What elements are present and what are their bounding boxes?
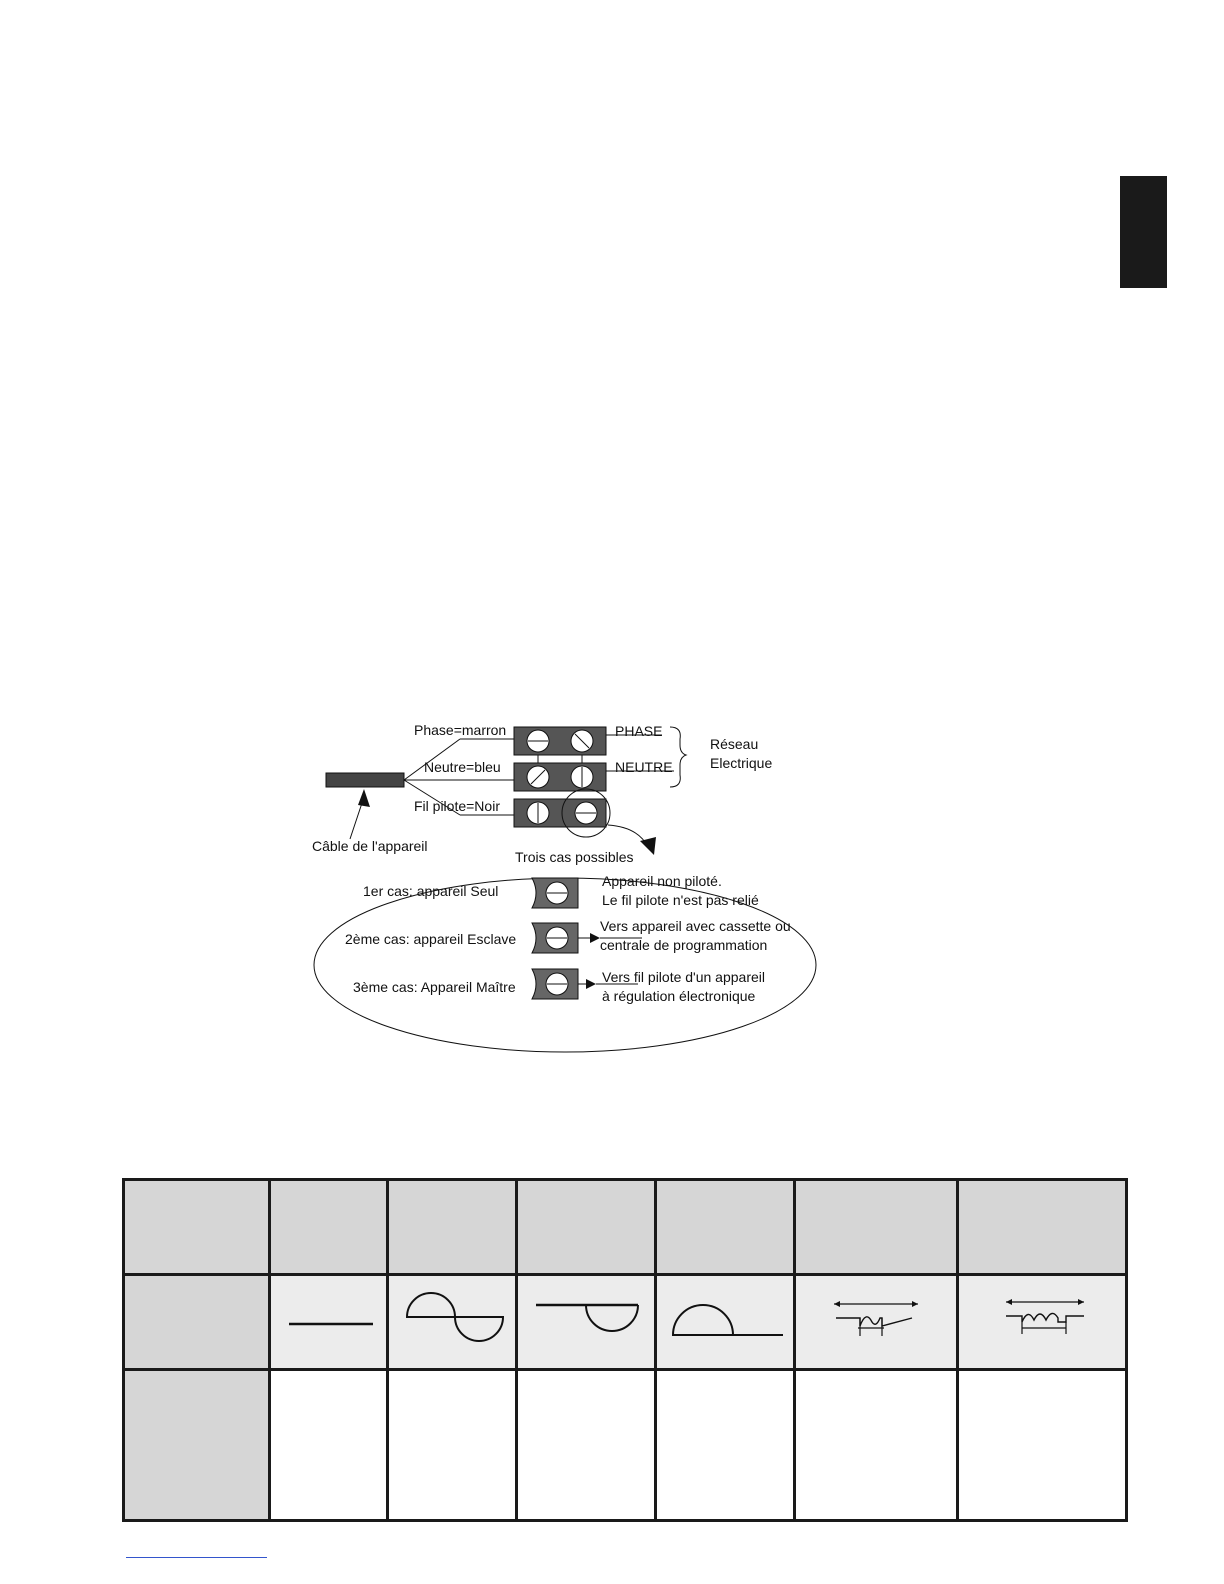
case-2-label: 2ème cas: appareil Esclave <box>345 931 517 947</box>
header-cell-3 <box>517 1180 656 1275</box>
network-label-line1: Réseau <box>710 736 759 752</box>
cable-label: Câble de l'appareil <box>312 838 428 854</box>
terminal-label-neutral: NEUTRE <box>615 759 673 775</box>
signal-cell-1 <box>270 1275 388 1370</box>
cases-title: Trois cas possibles <box>515 849 634 865</box>
wiring-diagram <box>300 715 820 1055</box>
case-3-description-line1: Vers fil pilote d'un appareil <box>602 969 765 985</box>
case-1-terminal <box>532 878 578 908</box>
page-tab-marker <box>1120 176 1167 288</box>
body-row-label-cell <box>124 1370 270 1521</box>
signal-cell-6 <box>958 1275 1127 1370</box>
case-3-terminal <box>532 969 578 999</box>
full-sine-wave-icon <box>397 1287 507 1357</box>
header-cell-6 <box>958 1180 1127 1275</box>
table-row-header <box>124 1180 1127 1275</box>
terminal-block-pilot <box>514 799 606 827</box>
case-1-description-line2: Le fil pilote n'est pas relié <box>602 892 759 908</box>
wire-label-pilot: Fil pilote=Noir <box>414 798 500 814</box>
positive-half-wave-icon <box>665 1287 785 1357</box>
case-1-description-line1: Appareil non piloté. <box>602 873 722 889</box>
signal-row-label-cell <box>124 1275 270 1370</box>
flat-line-icon <box>279 1292 379 1352</box>
appliance-cable <box>326 773 404 787</box>
case-2-terminal <box>532 923 578 953</box>
table-row-signal <box>124 1275 1127 1370</box>
body-cell-4 <box>656 1370 795 1521</box>
double-pulse-wave-icon <box>992 1292 1092 1352</box>
case-3-label: 3ème cas: Appareil Maître <box>353 979 516 995</box>
header-cell-5 <box>795 1180 958 1275</box>
body-cell-3 <box>517 1370 656 1521</box>
case-1-label: 1er cas: appareil Seul <box>363 883 499 899</box>
single-pulse-wave-icon <box>826 1292 926 1352</box>
body-cell-2 <box>388 1370 517 1521</box>
negative-half-wave-icon <box>526 1287 646 1357</box>
case-2-description-line2: centrale de programmation <box>600 937 768 953</box>
signal-cell-2 <box>388 1275 517 1370</box>
case-2-description-line1: Vers appareil avec cassette ou <box>600 918 791 934</box>
zoom-arrow-head <box>640 837 656 855</box>
terminal-block-neutral <box>514 763 606 791</box>
footer-rule <box>126 1557 267 1558</box>
case-3-arrow <box>586 979 596 989</box>
network-brace <box>670 727 686 787</box>
wire-label-phase: Phase=marron <box>414 722 507 738</box>
body-cell-1 <box>270 1370 388 1521</box>
terminal-block-phase <box>514 727 606 755</box>
signal-cell-3 <box>517 1275 656 1370</box>
cable-arrow-head <box>358 789 370 807</box>
signal-cell-5 <box>795 1275 958 1370</box>
terminal-label-phase: PHASE <box>615 723 663 739</box>
wire-label-neutral: Neutre=bleu <box>424 759 501 775</box>
case-3-description-line2: à régulation électronique <box>602 988 756 1004</box>
header-cell-2 <box>388 1180 517 1275</box>
pilot-signal-table <box>122 1178 1128 1522</box>
header-row-label-cell <box>124 1180 270 1275</box>
signal-cell-4 <box>656 1275 795 1370</box>
network-label-line2: Electrique <box>710 755 773 771</box>
table-row-body <box>124 1370 1127 1521</box>
body-cell-5 <box>795 1370 958 1521</box>
body-cell-6 <box>958 1370 1127 1521</box>
header-cell-4 <box>656 1180 795 1275</box>
case-2-arrow <box>590 933 600 943</box>
header-cell-1 <box>270 1180 388 1275</box>
